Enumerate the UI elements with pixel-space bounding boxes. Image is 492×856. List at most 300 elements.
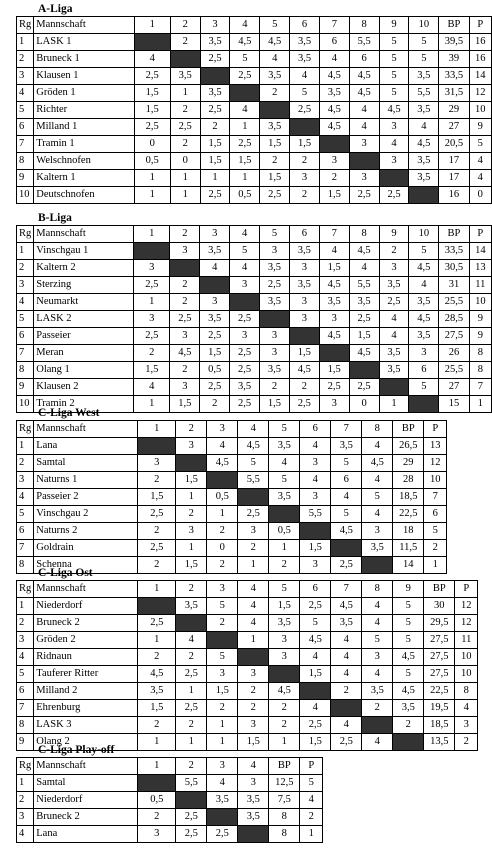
score-cell: 2,5 (238, 506, 269, 523)
team-name-cell: Naturns 1 (34, 472, 138, 489)
score-cell: 2,5 (200, 328, 230, 345)
table-row (17, 792, 323, 809)
score-cell: 6 (319, 34, 349, 51)
score-cell: 4 (331, 489, 362, 506)
score-cell: 3 (409, 345, 439, 362)
score-cell: 4,5 (349, 345, 379, 362)
self-match-cell (200, 277, 230, 294)
score-cell: 2,5 (230, 68, 260, 85)
score-cell: 4,5 (319, 68, 349, 85)
rank-cell: 3 (17, 809, 34, 826)
score-cell: 2,5 (319, 379, 349, 396)
points-cell: 12 (424, 455, 447, 472)
score-cell: 3,5 (362, 540, 393, 557)
bp-cell: 31,5 (439, 85, 469, 102)
self-match-cell (393, 734, 424, 751)
rank-cell: 4 (17, 826, 34, 843)
score-cell: 2 (207, 615, 238, 632)
score-cell: 3,5 (260, 362, 290, 379)
table-row (17, 102, 492, 119)
score-cell: 2 (331, 683, 362, 700)
self-match-cell (260, 102, 290, 119)
score-cell: 3,5 (260, 294, 290, 311)
score-cell: 5 (393, 598, 424, 615)
self-match-cell (349, 362, 379, 379)
score-cell: 3 (269, 632, 300, 649)
points-cell: 13 (424, 438, 447, 455)
header-cell: P (424, 421, 447, 438)
bp-cell: 13,5 (424, 734, 455, 751)
score-cell: 2 (362, 700, 393, 717)
score-cell: 1,5 (238, 734, 269, 751)
table-b-liga (16, 225, 492, 413)
score-cell: 4,5 (260, 34, 290, 51)
score-cell: 4 (349, 102, 379, 119)
table-row (17, 277, 492, 294)
score-cell: 1 (134, 396, 170, 413)
table-row (17, 119, 492, 136)
score-cell: 1,5 (176, 472, 207, 489)
score-cell: 4 (331, 717, 362, 734)
score-cell: 0 (134, 136, 170, 153)
header-cell: 2 (176, 581, 207, 598)
score-cell: 2,5 (379, 187, 409, 204)
header-cell: 9 (379, 17, 409, 34)
team-name-cell: Niederdorf (34, 792, 138, 809)
self-match-cell (238, 826, 269, 843)
score-cell: 1,5 (134, 85, 170, 102)
score-cell: 4,5 (319, 102, 349, 119)
rank-cell: 4 (17, 294, 34, 311)
bp-cell: 29 (439, 102, 469, 119)
section-title-c-liga-west: C-Liga West (38, 407, 100, 419)
score-cell: 3,5 (349, 294, 379, 311)
score-cell: 1,5 (260, 170, 290, 187)
score-cell: 2 (290, 187, 320, 204)
table-row (17, 700, 478, 717)
bp-cell: 18 (393, 523, 424, 540)
score-cell: 4 (379, 311, 409, 328)
table-row (17, 379, 492, 396)
table-row (17, 809, 323, 826)
score-cell: 1 (134, 294, 170, 311)
points-cell: 12 (455, 615, 478, 632)
table-row (17, 717, 478, 734)
points-cell: 9 (469, 119, 491, 136)
score-cell: 1,5 (319, 260, 349, 277)
score-cell: 4 (300, 649, 331, 666)
table-row (17, 328, 492, 345)
score-cell: 5 (393, 615, 424, 632)
rank-cell: 7 (17, 136, 34, 153)
score-cell: 2 (138, 523, 176, 540)
score-cell: 5 (207, 649, 238, 666)
rank-cell: 6 (17, 119, 34, 136)
score-cell: 3 (230, 277, 260, 294)
score-cell: 3,5 (409, 153, 439, 170)
score-cell: 3,5 (289, 243, 319, 260)
score-cell: 1 (170, 170, 200, 187)
bp-cell: 8 (269, 826, 300, 843)
header-cell: 3 (207, 758, 238, 775)
header-cell: Mannschaft (34, 226, 134, 243)
bp-cell: 29,5 (424, 615, 455, 632)
score-cell: 3 (319, 311, 349, 328)
score-cell: 2,5 (170, 119, 200, 136)
score-cell: 3,5 (409, 68, 439, 85)
score-cell: 3 (260, 345, 290, 362)
score-cell: 4 (230, 102, 260, 119)
bp-cell: 22,5 (424, 683, 455, 700)
self-match-cell (238, 649, 269, 666)
score-cell: 3,5 (200, 34, 230, 51)
team-name-cell: Bruneck 2 (34, 615, 138, 632)
score-cell: 2 (393, 717, 424, 734)
score-cell: 2,5 (200, 379, 230, 396)
score-cell: 4,5 (393, 649, 424, 666)
score-cell: 2,5 (331, 734, 362, 751)
score-cell: 2,5 (176, 700, 207, 717)
team-name-cell: Tauferer Ritter (34, 666, 138, 683)
score-cell: 4,5 (230, 34, 260, 51)
score-cell: 3,5 (319, 294, 349, 311)
score-cell: 2 (319, 170, 349, 187)
team-name-cell: Olang 2 (34, 734, 138, 751)
bp-cell: 30,5 (439, 260, 469, 277)
score-cell: 1,5 (319, 362, 349, 379)
table-row (17, 362, 492, 379)
score-cell: 5 (269, 472, 300, 489)
points-cell: 10 (469, 294, 491, 311)
points-cell: 7 (469, 379, 491, 396)
score-cell: 3 (170, 379, 200, 396)
score-cell: 4,5 (238, 438, 269, 455)
score-cell: 5 (238, 455, 269, 472)
score-cell: 3,5 (319, 85, 349, 102)
table-a-liga (16, 16, 492, 204)
bp-cell: 27,5 (424, 666, 455, 683)
score-cell: 3,5 (362, 683, 393, 700)
table-row (17, 632, 478, 649)
score-cell: 5 (331, 506, 362, 523)
score-cell: 2 (289, 379, 319, 396)
self-match-cell (300, 523, 331, 540)
rank-cell: 3 (17, 277, 34, 294)
score-cell: 2,5 (176, 809, 207, 826)
self-match-cell (138, 775, 176, 792)
score-cell: 4,5 (269, 683, 300, 700)
header-cell: 8 (362, 581, 393, 598)
score-cell: 6 (349, 51, 379, 68)
rank-cell: 8 (17, 153, 34, 170)
self-match-cell (230, 85, 260, 102)
score-cell: 2,5 (300, 717, 331, 734)
bp-cell: 25,5 (439, 294, 469, 311)
bp-cell: 17 (439, 170, 469, 187)
team-name-cell: Bruneck 1 (34, 51, 134, 68)
table-header-row (17, 758, 323, 775)
bp-cell: 18,5 (424, 717, 455, 734)
table-row (17, 153, 492, 170)
header-cell: 8 (349, 17, 379, 34)
header-cell: 10 (409, 17, 439, 34)
score-cell: 0,5 (207, 489, 238, 506)
team-name-cell: Milland 1 (34, 119, 134, 136)
score-cell: 5 (362, 489, 393, 506)
score-cell: 2,5 (349, 187, 379, 204)
score-cell: 1 (176, 489, 207, 506)
score-cell: 4 (349, 260, 379, 277)
bp-cell: 16 (439, 187, 469, 204)
bp-cell: 15 (439, 396, 469, 413)
points-cell: 13 (469, 260, 491, 277)
rank-cell: 4 (17, 489, 34, 506)
bp-cell: 27 (439, 379, 469, 396)
score-cell: 4 (200, 260, 230, 277)
score-cell: 5 (409, 379, 439, 396)
score-cell: 3,5 (269, 615, 300, 632)
score-cell: 4 (362, 666, 393, 683)
bp-cell: 8 (269, 809, 300, 826)
header-cell: 3 (207, 421, 238, 438)
score-cell: 4 (230, 260, 260, 277)
score-cell: 2,5 (134, 328, 170, 345)
header-cell: P (300, 758, 323, 775)
score-cell: 2,5 (207, 826, 238, 843)
score-cell: 2 (238, 700, 269, 717)
header-cell: 6 (289, 226, 319, 243)
rank-cell: 7 (17, 540, 34, 557)
score-cell: 4,5 (300, 632, 331, 649)
score-cell: 1 (230, 119, 260, 136)
score-cell: 2,5 (230, 362, 260, 379)
team-name-cell: Olang 1 (34, 362, 134, 379)
score-cell: 3 (170, 328, 200, 345)
header-cell: BP (439, 226, 469, 243)
score-cell: 3,5 (260, 260, 290, 277)
header-cell: P (455, 581, 478, 598)
score-cell: 5,5 (300, 506, 331, 523)
bp-cell: 17 (439, 153, 469, 170)
header-cell: 4 (238, 581, 269, 598)
team-name-cell: Tramin 2 (34, 396, 134, 413)
score-cell: 2 (176, 649, 207, 666)
points-cell: 10 (424, 472, 447, 489)
score-cell: 3 (379, 119, 409, 136)
table-row (17, 775, 323, 792)
score-cell: 3 (200, 294, 230, 311)
score-cell: 2,5 (349, 311, 379, 328)
points-cell: 4 (455, 700, 478, 717)
rank-cell: 8 (17, 362, 34, 379)
header-cell: Rg (17, 226, 34, 243)
score-cell: 2,5 (260, 187, 290, 204)
score-cell: 2,5 (200, 102, 230, 119)
self-match-cell (238, 489, 269, 506)
score-cell: 0,5 (200, 362, 230, 379)
score-cell: 2 (238, 683, 269, 700)
rank-cell: 5 (17, 666, 34, 683)
score-cell: 1 (238, 632, 269, 649)
score-cell: 3,5 (290, 51, 320, 68)
bp-cell: 27,5 (424, 632, 455, 649)
score-cell: 5,5 (349, 277, 379, 294)
score-cell: 3 (300, 557, 331, 574)
team-name-cell: Deutschnofen (34, 187, 134, 204)
score-cell: 2 (176, 506, 207, 523)
points-cell: 9 (469, 328, 491, 345)
score-cell: 1 (200, 170, 230, 187)
score-cell: 2,5 (138, 615, 176, 632)
self-match-cell (230, 294, 260, 311)
score-cell: 3,5 (269, 489, 300, 506)
score-cell: 2 (269, 557, 300, 574)
score-cell: 2 (207, 523, 238, 540)
score-cell: 3 (269, 649, 300, 666)
score-cell: 4 (362, 438, 393, 455)
score-cell: 4,5 (319, 277, 349, 294)
bp-cell: 11,5 (393, 540, 424, 557)
team-name-cell: Bruneck 2 (34, 809, 138, 826)
score-cell: 4 (134, 51, 170, 68)
header-cell: Mannschaft (34, 758, 138, 775)
score-cell: 5 (379, 51, 409, 68)
header-cell: 4 (238, 758, 269, 775)
header-cell: Rg (17, 17, 34, 34)
table-row (17, 683, 478, 700)
self-match-cell (409, 187, 439, 204)
self-match-cell (319, 136, 349, 153)
self-match-cell (300, 683, 331, 700)
self-match-cell (379, 379, 409, 396)
points-cell: 14 (469, 68, 491, 85)
score-cell: 3,5 (379, 277, 409, 294)
score-cell: 1 (176, 734, 207, 751)
score-cell: 3 (238, 717, 269, 734)
self-match-cell (138, 598, 176, 615)
score-cell: 4 (362, 598, 393, 615)
table-row (17, 243, 492, 260)
score-cell: 4 (379, 328, 409, 345)
score-cell: 1 (134, 187, 170, 204)
score-cell: 3,5 (260, 68, 290, 85)
self-match-cell (207, 632, 238, 649)
score-cell: 1 (379, 396, 409, 413)
score-cell: 5,5 (176, 775, 207, 792)
score-cell: 4,5 (289, 362, 319, 379)
rank-cell: 1 (17, 34, 34, 51)
self-match-cell (170, 51, 200, 68)
table-row (17, 598, 478, 615)
self-match-cell (379, 170, 409, 187)
score-cell: 4,5 (207, 455, 238, 472)
self-match-cell (134, 243, 170, 260)
score-cell: 0 (207, 540, 238, 557)
team-name-cell: Samtal (34, 455, 138, 472)
score-cell: 1,5 (138, 700, 176, 717)
score-cell: 2,5 (200, 187, 230, 204)
score-cell: 1,5 (300, 540, 331, 557)
score-cell: 3,5 (269, 438, 300, 455)
points-cell: 4 (469, 170, 491, 187)
rank-cell: 8 (17, 717, 34, 734)
self-match-cell (289, 328, 319, 345)
score-cell: 2 (260, 85, 290, 102)
points-cell: 2 (300, 809, 323, 826)
score-cell: 4 (238, 598, 269, 615)
bp-cell: 20,5 (439, 136, 469, 153)
score-cell: 1,5 (269, 598, 300, 615)
bp-cell: 39,5 (439, 34, 469, 51)
score-cell: 1 (138, 734, 176, 751)
score-cell: 5 (393, 666, 424, 683)
score-cell: 6 (331, 472, 362, 489)
score-cell: 3 (207, 666, 238, 683)
team-name-cell: Niederdorf (34, 598, 138, 615)
table-row (17, 455, 447, 472)
points-cell: 7 (424, 489, 447, 506)
score-cell: 5 (409, 34, 439, 51)
score-cell: 2 (290, 153, 320, 170)
rank-cell: 4 (17, 85, 34, 102)
team-name-cell: Vinschgau 1 (34, 243, 134, 260)
bp-cell: 22,5 (393, 506, 424, 523)
header-cell: 8 (349, 226, 379, 243)
score-cell: 2,5 (349, 379, 379, 396)
bp-cell: 33,5 (439, 243, 469, 260)
score-cell: 3 (319, 396, 349, 413)
score-cell: 1,5 (300, 666, 331, 683)
score-cell: 3 (319, 153, 349, 170)
points-cell: 1 (469, 396, 491, 413)
rank-cell: 5 (17, 102, 34, 119)
score-cell: 1 (230, 170, 260, 187)
header-cell: 1 (134, 226, 170, 243)
table-row (17, 34, 492, 51)
section-title-c-liga-play-off: C-Liga Play-off (38, 744, 115, 756)
table-header-row (17, 226, 492, 243)
points-cell: 8 (469, 362, 491, 379)
score-cell: 1 (170, 85, 200, 102)
points-cell: 1 (424, 557, 447, 574)
team-name-cell: Schenna (34, 557, 138, 574)
rank-cell: 9 (17, 734, 34, 751)
score-cell: 0 (349, 396, 379, 413)
score-cell: 3,5 (200, 85, 230, 102)
points-cell: 1 (300, 826, 323, 843)
self-match-cell (362, 557, 393, 574)
table-row (17, 826, 323, 843)
score-cell: 4,5 (393, 683, 424, 700)
team-name-cell: Vinschgau 2 (34, 506, 138, 523)
score-cell: 4,5 (331, 598, 362, 615)
score-cell: 1,5 (230, 153, 260, 170)
score-cell: 3,5 (409, 170, 439, 187)
score-cell: 4,5 (409, 260, 439, 277)
score-cell: 2 (379, 243, 409, 260)
rank-cell: 1 (17, 243, 34, 260)
team-name-cell: Passeier 2 (34, 489, 138, 506)
rank-cell: 2 (17, 51, 34, 68)
bp-cell: 27 (439, 119, 469, 136)
table-row (17, 170, 492, 187)
score-cell: 0,5 (134, 153, 170, 170)
score-cell: 2 (207, 557, 238, 574)
header-cell: 5 (269, 421, 300, 438)
team-name-cell: Neumarkt (34, 294, 134, 311)
score-cell: 1 (176, 683, 207, 700)
score-cell: 1,5 (134, 102, 170, 119)
